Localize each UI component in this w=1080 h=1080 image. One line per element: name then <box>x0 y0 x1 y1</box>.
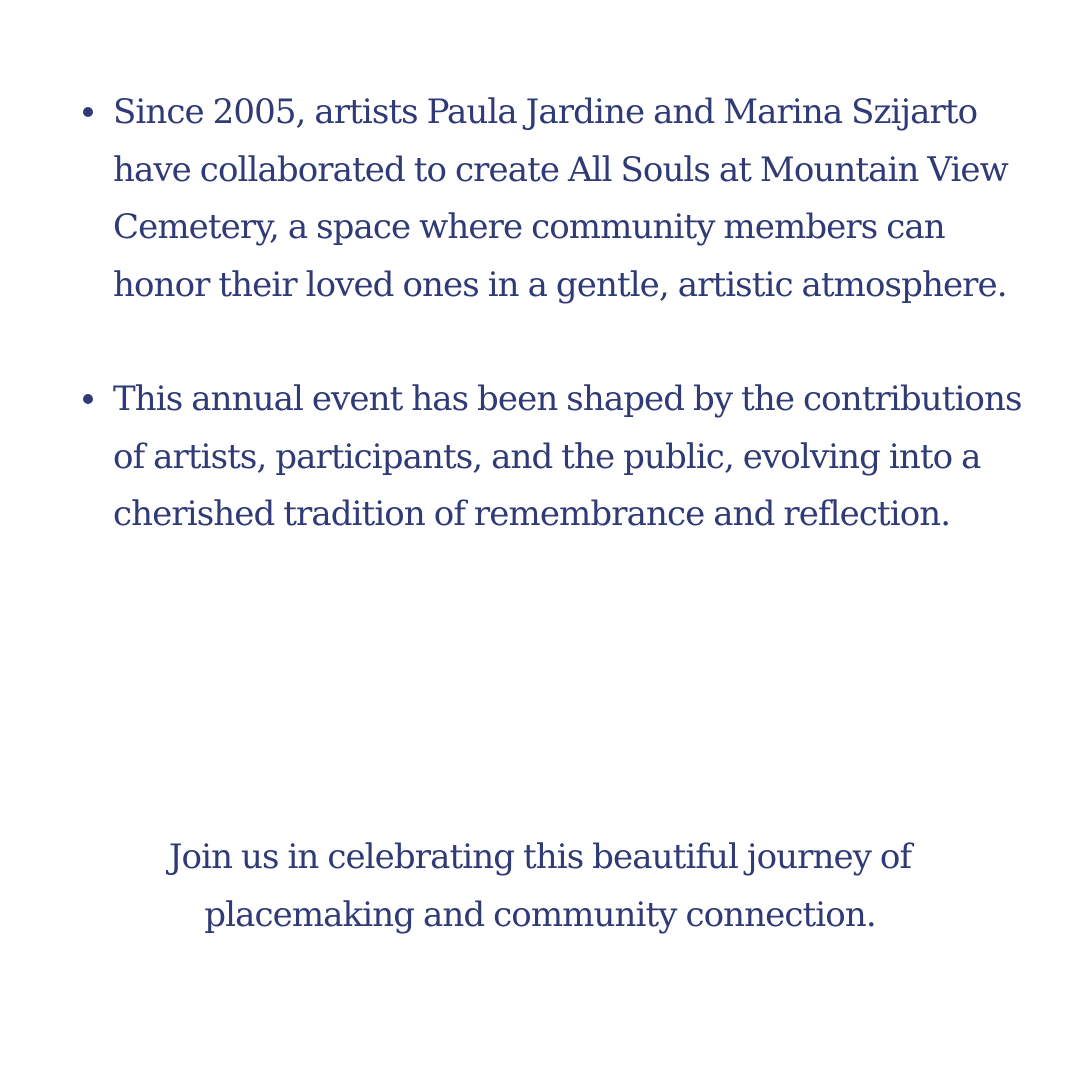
bullet-list <box>0 84 1080 544</box>
bullet-text: Since 2005, artists Paula Jardine and Marina Szijarto have collaborated to create All Souls at Mountain View Cemetery, a space where community members can honor their loved ones in a gentle, artistic atmosphere. <box>113 92 1008 305</box>
bullet-text: This annual event has been shaped by the contributions of artists, participants, and the public, evolving into a cherished tradition of remembrance and reflection. <box>113 379 1022 534</box>
bullet-item-history <box>0 84 1080 314</box>
bullet-dot-icon <box>83 107 93 117</box>
bullet-item-tradition <box>0 371 1080 544</box>
closing-statement: Join us in celebrating this beautiful journey of placemaking and community connection. <box>168 837 912 935</box>
bullet-dot-icon <box>83 394 93 404</box>
